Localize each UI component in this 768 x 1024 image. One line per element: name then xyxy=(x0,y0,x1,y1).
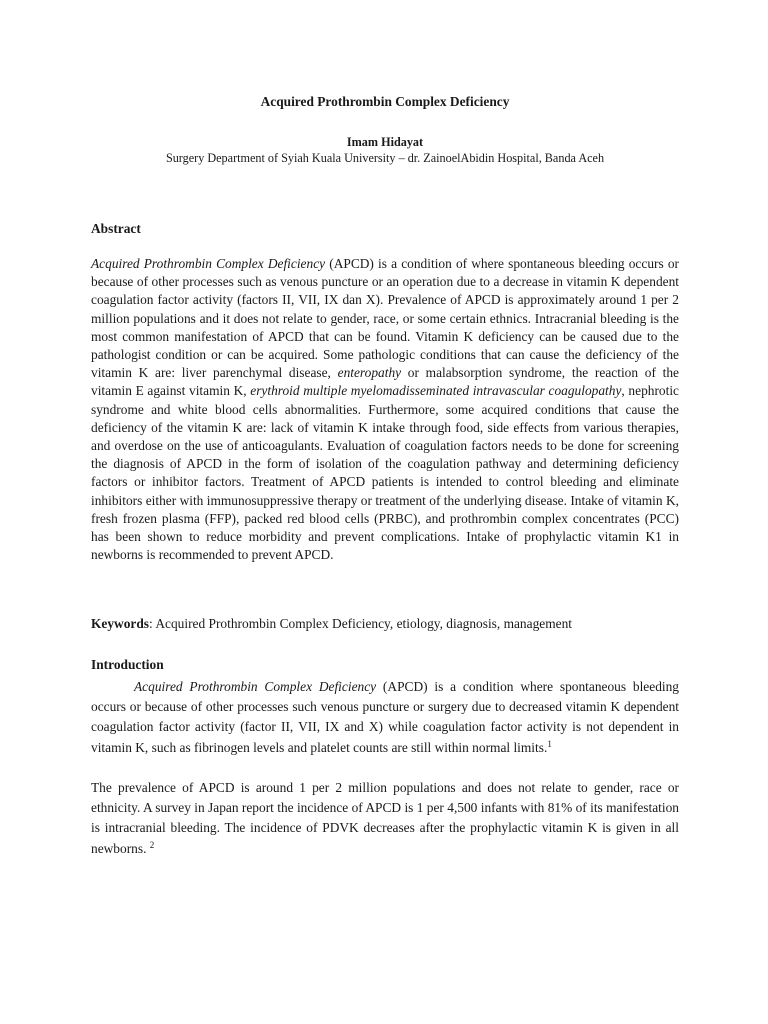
abstract-italic-2: enteropathy xyxy=(337,365,402,381)
author-name: Imam Hidayat xyxy=(346,135,424,149)
abstract-text-2: or malabsorption syndrome, the reaction of the vitamin E against vitamin K, xyxy=(91,365,679,399)
introduction-paragraph-2 xyxy=(91,778,679,859)
abstract-text-3: , nephrotic syndrome and white blood cells abnormalities. Furthermore, some acquired conditions that cause the deficiency of the vitamin K are: lack of vitamin K intake through food, side effects from various therapies, and overdose on the use of anticoagulants. Evaluation of coagulation factors needs to be done for screening the diagnosis of APCD in the form of isolation of the coagulation pathway and determining deficiency factors or inhibitor factors. Treatment of APCD patients is intended to control bleeding and eliminate inhibitors either with immunosuppressive therapy or treatment of the underlying disease. Intake of vitamin K, fresh frozen plasma (FFP), packed red blood cells (PRBC), and prothrombin complex concentrates (PCC) has been shown to reduce morbidity and prevent complications. Intake of prophylactic vitamin K1 in newborns is recommended to prevent APCD. xyxy=(91,383,679,563)
introduction-paragraph-1 xyxy=(91,677,679,758)
reference-marker-1: 1 xyxy=(547,738,552,749)
author-affiliation: Surgery Department of Syiah Kuala University – dr. ZainoelAbidin Hospital, Banda Aceh xyxy=(165,151,605,165)
intro-term: Acquired Prothrombin Complex Deficiency xyxy=(134,679,377,694)
abstract-text-1: (APCD) is a condition of where spontaneous bleeding occurs or because of other processes such as venous puncture or an operation due to a decrease in vitamin K dependent coagulation factor activity (factors II, VII, IX dan X). Prevalence of APCD is approximately around 1 per 2 million populations and it does not relate to gender, race, or some certain ethnics. Intracranial bleeding is the most common manifestation of APCD that can be found. Vitamin K deficiency can be caused due to the pathologist condition or can be acquired. Some pathologic conditions that can cause the deficiency of the vitamin K are: liver parenchymal disease, xyxy=(91,256,679,381)
abstract-term: Acquired Prothrombin Complex Deficiency xyxy=(91,256,326,271)
abstract-heading: Abstract xyxy=(91,221,141,236)
keywords-text: : Acquired Prothrombin Complex Deficiency, etiology, diagnosis, management xyxy=(149,616,572,631)
abstract-body xyxy=(91,255,679,564)
keywords-line xyxy=(91,615,679,633)
document-page xyxy=(91,0,679,1024)
intro-p2-text: The prevalence of APCD is around 1 per 2 million populations and does not relate to gender, race or ethnicity. A survey in Japan report the incidence of APCD is 1 per 4,500 infants with 81% of its manifestation is intracranial bleeding. The incidence of PDVK decreases after the prophylactic vitamin K is given in all newborns. xyxy=(91,780,679,856)
paper-title: Acquired Prothrombin Complex Deficiency xyxy=(260,94,510,109)
abstract-italic-3: erythroid multiple myelomadisseminated intravascular coagulopathy xyxy=(250,383,622,399)
introduction-heading: Introduction xyxy=(91,657,164,672)
keywords-label: Keywords xyxy=(91,616,150,631)
intro-p1-text: (APCD) is a condition where spontaneous bleeding occurs or because of other processes such venous puncture or surgery due to decreased vitamin K dependent coagulation factor activity (factor II, VII, IX and X) while coagulation factor activity is not dependent in vitamin K, such as fibrinogen levels and platelet counts are still within normal limits. xyxy=(91,679,679,755)
reference-marker-2: 2 xyxy=(149,839,155,850)
